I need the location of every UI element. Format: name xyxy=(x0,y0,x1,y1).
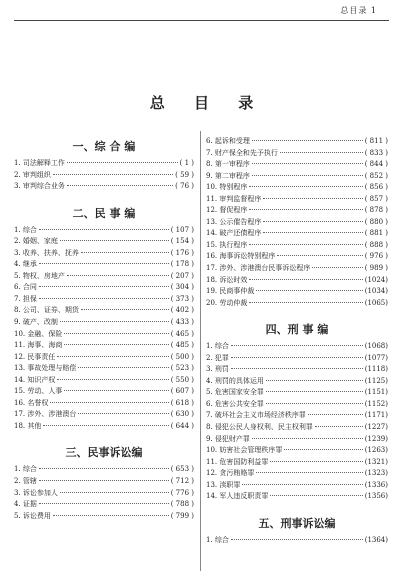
toc-entry-page: (1321) xyxy=(364,457,388,466)
toc-entry-title: 11. 审判监督程序 xyxy=(206,194,262,203)
dot-leader xyxy=(60,492,169,493)
toc-entry-title: 13. 渎职罪 xyxy=(206,480,241,489)
toc-entry-page: ( 207 ) xyxy=(170,271,194,280)
toc-entry[interactable] xyxy=(14,158,194,170)
toc-entry[interactable] xyxy=(14,181,194,193)
dot-leader xyxy=(67,275,169,276)
toc-entry-title: 2. 审判组织 xyxy=(14,170,51,179)
toc-entry-page: (1323) xyxy=(364,469,388,478)
toc-entry[interactable] xyxy=(14,294,194,306)
toc-entry-page: ( 523 ) xyxy=(170,364,194,373)
toc-entry-title: 12. 督促程序 xyxy=(206,206,248,215)
toc-entry-page: ( 630 ) xyxy=(170,410,194,419)
toc-entry-title: 3. 收养、扶养、抚养 xyxy=(14,248,79,257)
toc-entry-page: ( 304 ) xyxy=(170,283,194,292)
toc-entry[interactable] xyxy=(14,317,194,329)
toc-entry-page: ( 799 ) xyxy=(170,511,194,520)
section-gap xyxy=(14,193,194,203)
dot-leader xyxy=(270,495,362,496)
toc-entry-title: 14. 军人违反职责罪 xyxy=(206,492,269,501)
toc-entry-title: 14. 知识产权 xyxy=(14,375,56,384)
toc-entry-title: 9. 破产、改制 xyxy=(14,318,58,327)
toc-entry-page: (1263) xyxy=(364,446,388,455)
dot-leader xyxy=(252,175,363,176)
toc-entry-title: 16. 海事诉讼特别程序 xyxy=(206,252,276,261)
section-heading: 四、刑 事 编 xyxy=(265,323,329,337)
toc-entry-title: 6. 起诉和受理 xyxy=(206,137,250,145)
dot-leader xyxy=(43,425,168,426)
toc-entry-title: 17. 涉外、涉港澳台 xyxy=(14,410,77,419)
toc-entry-title: 1. 综合 xyxy=(206,342,229,351)
toc-entry[interactable] xyxy=(14,282,194,294)
toc-entry[interactable] xyxy=(206,136,388,148)
toc-entry-title: 15. 劳动、人事 xyxy=(14,387,63,396)
toc-entry[interactable] xyxy=(14,375,194,387)
toc-entry[interactable] xyxy=(206,228,388,240)
toc-entry[interactable] xyxy=(206,535,388,547)
toc-entry-page: ( 607 ) xyxy=(170,387,194,396)
right-column xyxy=(206,136,388,546)
toc-entry-page: ( 878 ) xyxy=(364,206,388,215)
toc-entry[interactable] xyxy=(206,217,388,229)
dot-leader xyxy=(308,414,363,415)
toc-entry-page: (1171) xyxy=(364,411,388,420)
toc-entry[interactable] xyxy=(14,398,194,410)
toc-entry-title: 4. 证据 xyxy=(14,500,37,509)
toc-entry-page: ( 989 ) xyxy=(364,264,388,273)
toc-entry-title: 4. 继承 xyxy=(14,260,37,269)
toc-entry-page: ( 644 ) xyxy=(170,421,194,430)
toc-entry-title: 2. 婚姻、家庭 xyxy=(14,237,58,246)
toc-entry-title: 11. 海事、海商 xyxy=(14,341,63,350)
section-heading: 五、刑事诉讼编 xyxy=(258,516,336,530)
dot-leader xyxy=(81,309,169,310)
toc-entry[interactable] xyxy=(14,340,194,352)
toc-entry-page: ( 844 ) xyxy=(364,160,388,169)
toc-entry-title: 4. 刑罚的具体运用 xyxy=(206,376,264,385)
toc-entry[interactable] xyxy=(14,476,194,488)
toc-entry-title: 12. 贪污贿赂罪 xyxy=(206,469,255,478)
dot-leader xyxy=(256,472,362,473)
toc-entry[interactable] xyxy=(14,248,194,260)
toc-entry[interactable] xyxy=(206,298,388,310)
toc-entry[interactable] xyxy=(14,421,194,433)
dot-leader xyxy=(231,345,363,346)
toc-entry-page: ( 465 ) xyxy=(170,329,194,338)
toc-entry-page: ( 402 ) xyxy=(170,306,194,315)
toc-entry-title: 5. 物权、房地产 xyxy=(14,271,65,280)
toc-entry-title: 7. 破坏社会主义市场经济秩序罪 xyxy=(206,411,306,420)
toc-entry-page: (1152) xyxy=(364,399,388,408)
toc-entry-page: ( 881 ) xyxy=(364,229,388,238)
toc-entry-title: 15. 执行程序 xyxy=(206,240,248,249)
dot-leader xyxy=(78,413,168,414)
toc-entry[interactable] xyxy=(206,275,388,287)
dot-leader xyxy=(252,140,363,141)
page-title: 总 目 录 xyxy=(149,94,266,112)
page-header xyxy=(0,0,403,22)
toc-entry-title: 7. 财产保全和先予执行 xyxy=(206,148,278,157)
toc-entry[interactable] xyxy=(206,422,388,434)
dot-leader xyxy=(60,321,169,322)
dot-leader xyxy=(249,302,362,303)
toc-entry-page: ( 176 ) xyxy=(170,248,194,257)
toc-entry-title: 13. 公示催告程序 xyxy=(206,217,262,226)
toc-entry-page: ( 776 ) xyxy=(170,488,194,497)
toc-entry-page: (1227) xyxy=(364,423,388,432)
toc-entry-page: (1024) xyxy=(364,275,388,284)
toc-entry-page: ( 888 ) xyxy=(364,240,388,249)
toc-entry-page: ( 788 ) xyxy=(170,500,194,509)
toc-entry-page: (1068) xyxy=(364,342,388,351)
toc-entry[interactable] xyxy=(206,341,388,353)
dot-leader xyxy=(252,163,363,164)
toc-entry-page: (1336) xyxy=(364,480,388,489)
toc-entry-page: ( 856 ) xyxy=(364,183,388,192)
toc-entry[interactable] xyxy=(206,263,388,275)
dot-leader xyxy=(277,255,362,256)
dot-leader xyxy=(39,286,169,287)
dot-leader xyxy=(266,380,363,381)
dot-leader xyxy=(263,221,362,222)
dot-leader xyxy=(81,252,169,253)
toc-entry[interactable] xyxy=(206,286,388,298)
toc-entry-title: 18. 其他 xyxy=(14,421,42,430)
toc-entry-page: ( 811 ) xyxy=(364,137,388,145)
toc-entry-page: (1065) xyxy=(364,298,388,307)
toc-entry-title: 20. 劳动仲裁 xyxy=(206,298,248,307)
toc-entry[interactable] xyxy=(14,329,194,341)
toc-entry[interactable] xyxy=(206,251,388,263)
toc-entry[interactable] xyxy=(206,194,388,206)
dot-leader xyxy=(39,503,169,504)
toc-entry-title: 3. 刑罚 xyxy=(206,365,229,374)
dot-leader xyxy=(64,390,168,391)
dot-leader xyxy=(50,402,168,403)
toc-entry-page: (1077) xyxy=(364,353,388,362)
toc-entry-title: 1. 综合 xyxy=(14,465,37,474)
toc-entry-title: 8. 第一审程序 xyxy=(206,160,250,169)
dot-leader xyxy=(231,368,363,369)
toc-entry[interactable] xyxy=(14,170,194,182)
toc-entry-page: ( 1 ) xyxy=(179,159,194,167)
section-heading: 一、综 合 编 xyxy=(72,140,136,153)
toc-entry-title: 5. 危害国家安全罪 xyxy=(206,388,264,397)
toc-entry-page: ( 852 ) xyxy=(364,171,388,180)
dot-leader xyxy=(280,152,363,153)
toc-entry-title: 10. 特别程序 xyxy=(206,183,248,192)
running-header: 总目录 1 xyxy=(340,6,377,15)
dot-leader xyxy=(60,240,169,241)
dot-leader xyxy=(64,344,168,345)
toc-entry[interactable] xyxy=(206,491,388,503)
toc-entry-page: (1239) xyxy=(364,434,388,443)
toc-entry-title: 9. 第二审程序 xyxy=(206,171,250,180)
toc-entry[interactable] xyxy=(14,409,194,421)
toc-entry[interactable] xyxy=(206,434,388,446)
toc-entry[interactable] xyxy=(14,236,194,248)
dot-leader xyxy=(39,229,169,230)
toc-entry[interactable] xyxy=(206,468,388,480)
left-column xyxy=(14,136,194,522)
toc-entry-title: 8. 公司、证券、期货 xyxy=(14,306,79,315)
toc-entry[interactable] xyxy=(206,364,388,376)
toc-entry-title: 19. 民商事仲裁 xyxy=(206,287,255,296)
toc-entry-title: 8. 侵犯公民人身权利、民主权利罪 xyxy=(206,423,313,432)
section-gap xyxy=(206,503,388,513)
toc-entry-title: 3. 诉讼参加人 xyxy=(14,488,58,497)
section-gap xyxy=(14,432,194,442)
toc-entry-title: 6. 危害公共安全罪 xyxy=(206,399,264,408)
dot-leader xyxy=(284,449,362,450)
toc-entry-page: ( 500 ) xyxy=(170,352,194,361)
dot-leader xyxy=(315,426,363,427)
dot-leader xyxy=(256,290,362,291)
dot-leader xyxy=(53,174,173,175)
toc-entry[interactable] xyxy=(14,499,194,511)
toc-entry[interactable] xyxy=(206,445,388,457)
toc-entry-page: ( 373 ) xyxy=(170,294,194,303)
toc-entry-title: 13. 事故处理与赔偿 xyxy=(14,364,77,373)
dot-leader xyxy=(78,367,168,368)
toc-entry-page: ( 833 ) xyxy=(364,148,388,157)
toc-entry[interactable] xyxy=(14,259,194,271)
toc-entry-page: ( 76 ) xyxy=(175,182,194,191)
dot-leader xyxy=(67,162,178,163)
toc-entry-page: ( 178 ) xyxy=(170,260,194,269)
toc-entry-page: ( 976 ) xyxy=(364,252,388,261)
toc-entry[interactable] xyxy=(206,376,388,388)
toc-entry[interactable] xyxy=(14,386,194,398)
toc-entry-title: 1. 综合 xyxy=(14,225,37,234)
toc-entry[interactable] xyxy=(206,480,388,492)
toc-entry-page: ( 880 ) xyxy=(364,217,388,226)
toc-entry-page: ( 618 ) xyxy=(170,398,194,407)
toc-entry[interactable] xyxy=(206,182,388,194)
toc-entry-title: 6. 合同 xyxy=(14,283,37,292)
toc-entry[interactable] xyxy=(206,353,388,365)
dot-leader xyxy=(57,356,168,357)
toc-entry-title: 12. 民事责任 xyxy=(14,352,56,361)
dot-leader xyxy=(249,279,362,280)
dot-leader xyxy=(249,186,362,187)
toc-entry[interactable] xyxy=(206,387,388,399)
toc-entry-page: (1034) xyxy=(364,287,388,296)
dot-leader xyxy=(57,379,168,380)
toc-entry[interactable] xyxy=(14,305,194,317)
toc-entry[interactable] xyxy=(206,240,388,252)
toc-entry[interactable] xyxy=(206,159,388,171)
toc-entry-page: ( 59 ) xyxy=(175,170,194,179)
dot-leader xyxy=(242,484,362,485)
toc-entry[interactable] xyxy=(14,271,194,283)
toc-entry[interactable] xyxy=(206,148,388,160)
dot-leader xyxy=(312,267,362,268)
dot-leader xyxy=(266,391,363,392)
toc-entry-page: ( 107 ) xyxy=(170,225,194,234)
toc-entry-title: 1. 司法解释工作 xyxy=(14,159,65,167)
dot-leader xyxy=(249,209,362,210)
toc-entry-title: 10. 妨害社会管理秩序罪 xyxy=(206,446,283,455)
toc-entry[interactable] xyxy=(14,488,194,500)
toc-entry[interactable] xyxy=(14,363,194,375)
toc-entry-page: (1125) xyxy=(364,376,388,385)
toc-entry-page: ( 433 ) xyxy=(170,318,194,327)
toc-entry-page: ( 550 ) xyxy=(170,375,194,384)
toc-entry-page: ( 653 ) xyxy=(170,465,194,474)
toc-entry-title: 7. 担保 xyxy=(14,294,37,303)
toc-entry-title: 2. 犯罪 xyxy=(206,353,229,362)
toc-entry-title: 3. 审判综合业务 xyxy=(14,182,65,191)
toc-entry[interactable] xyxy=(206,457,388,469)
section-heading: 二、民 事 编 xyxy=(72,206,136,220)
toc-entry[interactable] xyxy=(14,352,194,364)
dot-leader xyxy=(266,403,363,404)
dot-leader xyxy=(39,298,169,299)
dot-leader xyxy=(67,185,173,186)
dot-leader xyxy=(252,438,363,439)
dot-leader xyxy=(64,333,168,334)
toc-entry-title: 1. 综合 xyxy=(206,535,229,544)
dot-leader xyxy=(39,468,169,469)
section-gap xyxy=(206,309,388,319)
toc-entry-title: 16. 名誉权 xyxy=(14,398,49,407)
toc-entry-page: (1364) xyxy=(364,535,388,544)
toc-entry-title: 5. 诉讼费用 xyxy=(14,511,51,520)
toc-entry-page: ( 154 ) xyxy=(170,237,194,246)
toc-entry-page: (1356) xyxy=(364,492,388,501)
toc-entry[interactable] xyxy=(206,410,388,422)
dot-leader xyxy=(249,244,362,245)
toc-entry[interactable] xyxy=(206,205,388,217)
dot-leader xyxy=(263,198,362,199)
toc-entry-title: 9. 侵犯财产罪 xyxy=(206,434,250,443)
toc-entry[interactable] xyxy=(14,511,194,523)
toc-entry-page: (1151) xyxy=(364,388,388,397)
toc-entry-title: 17. 涉外、涉港澳台民事诉讼程序 xyxy=(206,264,311,273)
dot-leader xyxy=(39,480,169,481)
dot-leader xyxy=(53,515,169,516)
dot-leader xyxy=(39,263,169,264)
dot-leader xyxy=(231,539,363,540)
toc-entry-page: (1118) xyxy=(364,365,388,374)
toc-entry-title: 2. 管辖 xyxy=(14,477,37,486)
toc-entry-title: 14. 破产还债程序 xyxy=(206,229,262,238)
dot-leader xyxy=(263,232,362,233)
column-divider xyxy=(200,131,201,571)
dot-leader xyxy=(231,357,363,358)
toc-entry-title: 11. 危害国防利益罪 xyxy=(206,457,269,466)
toc-entry-title: 18. 诉讼时效 xyxy=(206,275,248,284)
toc-entry-page: ( 712 ) xyxy=(170,477,194,486)
toc-entry-page: ( 485 ) xyxy=(170,341,194,350)
toc-entry[interactable] xyxy=(14,225,194,237)
toc-entry[interactable] xyxy=(206,171,388,183)
toc-entry-title: 10. 金融、保险 xyxy=(14,329,63,338)
toc-entry[interactable] xyxy=(206,399,388,411)
toc-entry[interactable] xyxy=(14,464,194,476)
section-heading: 三、民事诉讼编 xyxy=(65,446,143,460)
header-rule xyxy=(14,20,389,21)
toc-entry-page: ( 857 ) xyxy=(364,194,388,203)
dot-leader xyxy=(270,461,362,462)
